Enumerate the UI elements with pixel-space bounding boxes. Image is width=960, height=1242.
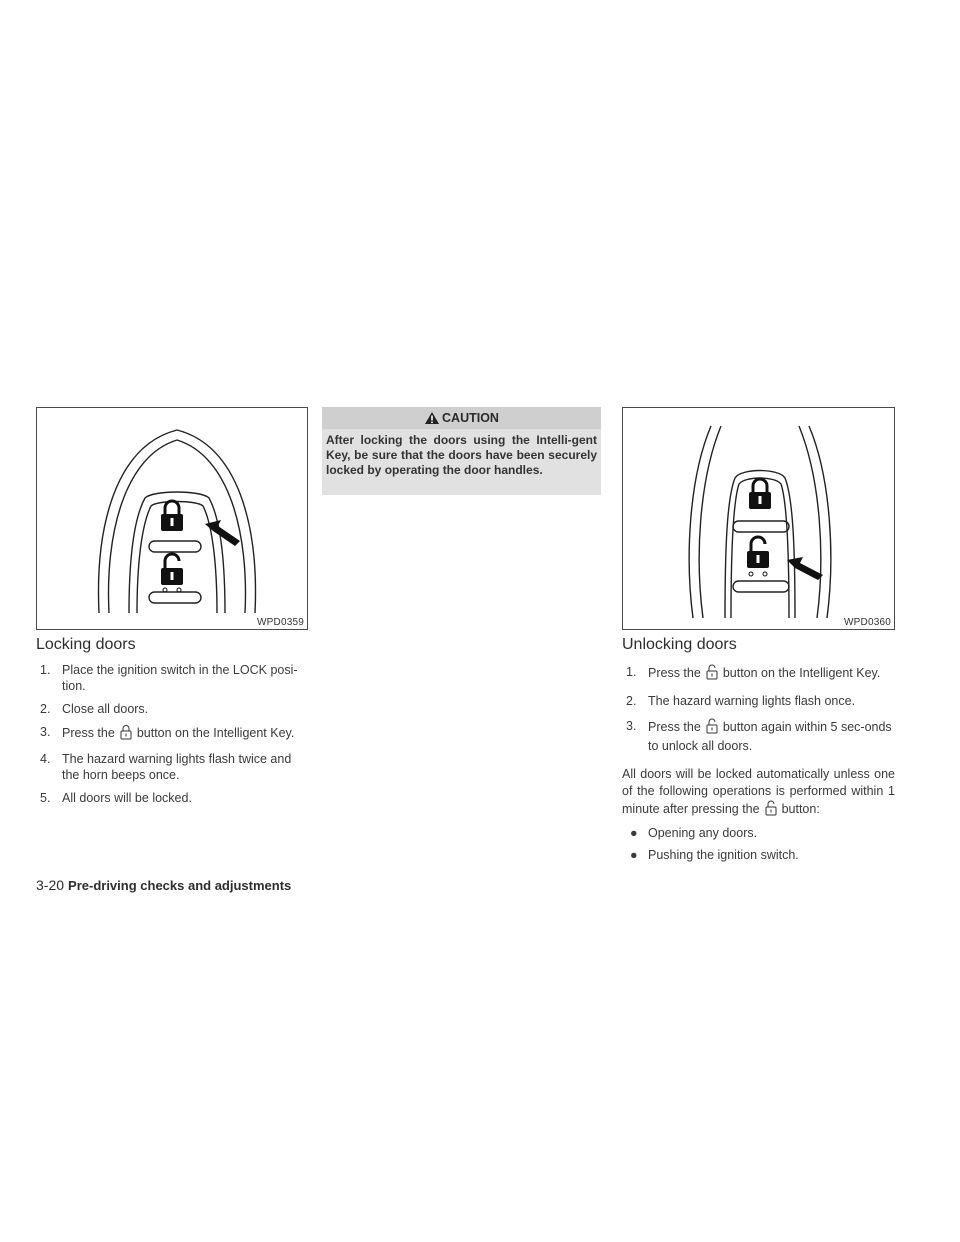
unlocking-steps <box>622 664 895 754</box>
lock-icon <box>749 479 771 509</box>
unlock-icon <box>747 537 769 576</box>
section-title: Pre-driving checks and adjustments <box>68 878 292 893</box>
warning-icon <box>424 411 440 425</box>
list-item: 4. The hazard warning lights flash twice and the horn beeps once. <box>40 752 292 782</box>
figure-lock-key <box>36 407 308 630</box>
list-item: 2. Close all doors. <box>40 702 149 716</box>
key-fob-lock-illustration <box>37 408 308 630</box>
list-item: 3. Press the button again within 5 sec-onds to unlock all doors. <box>626 719 892 753</box>
list-item: 2. The hazard warning lights flash once. <box>626 694 856 708</box>
page-number: 3-20 <box>36 877 65 893</box>
locking-heading: Locking doors <box>36 636 136 653</box>
lock-icon <box>161 501 183 531</box>
unlock-button-icon <box>764 800 778 821</box>
locking-steps <box>36 662 308 806</box>
arrow-icon <box>205 520 240 546</box>
unlock-button-icon <box>705 664 719 684</box>
unlock-icon <box>161 554 183 592</box>
caution-header <box>322 407 601 429</box>
list-item: 3. Press the button on the Intelligent Key. <box>36 724 308 744</box>
auto-lock-paragraph: All doors will be locked automatically unless one of the following operations is performed within 1 minute after pressing the button: <box>622 766 895 821</box>
auto-lock-bullets <box>622 826 895 862</box>
unlocking-heading: Unlocking doors <box>622 636 737 653</box>
arrow-icon <box>787 557 823 580</box>
figure-id: WPD0360 <box>844 617 891 628</box>
list-item: ● Pushing the ignition switch. <box>630 848 799 862</box>
page-footer <box>36 877 291 893</box>
figure-id: WPD0359 <box>257 617 304 628</box>
figure-unlock-key <box>622 407 895 630</box>
caution-box <box>322 407 601 495</box>
unlock-button-icon <box>705 718 719 738</box>
bullet-icon: ● <box>630 826 638 840</box>
lock-button-icon <box>119 724 133 744</box>
caution-text: After locking the doors using the Intelli-gent Key, be sure that the doors have been securely locked by operating the door handles. <box>326 433 597 477</box>
key-fob-unlock-illustration <box>623 408 895 630</box>
list-item: ● Opening any doors. <box>630 826 758 840</box>
caution-title: CAUTION <box>442 411 499 425</box>
list-item: 1. Press the button on the Intelligent Key. <box>622 664 895 684</box>
list-item: 1. Place the ignition switch in the LOCK posi-tion. <box>40 663 298 693</box>
bullet-icon: ● <box>630 848 638 862</box>
list-item: 5. All doors will be locked. <box>40 791 192 805</box>
